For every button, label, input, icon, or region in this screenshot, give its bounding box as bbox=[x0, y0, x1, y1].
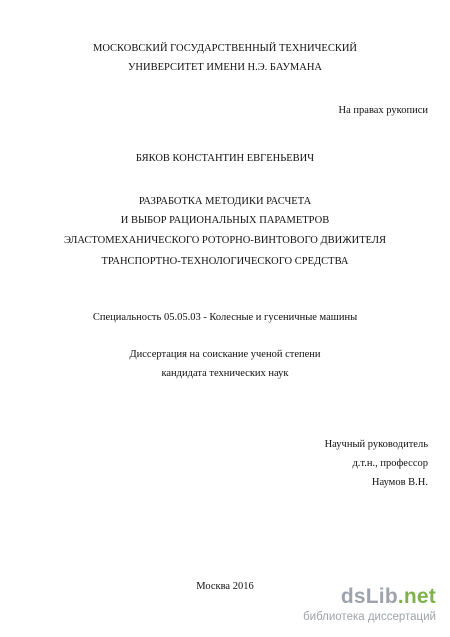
city-year-footer: Москва 2016 bbox=[196, 581, 254, 592]
supervisor-name: Наумов В.Н. bbox=[371, 477, 428, 488]
degree-line-2: кандидата технических наук bbox=[161, 368, 289, 379]
specialty-line: Специальность 05.05.03 - Колесные и гусеничные машины bbox=[92, 312, 358, 323]
watermark-subtitle: библиотека диссертаций bbox=[303, 611, 436, 623]
thesis-title-line-3: ЭЛАСТОМЕХАНИЧЕСКОГО РОТОРНО-ВИНТОВОГО ДВИЖИТЕЛЯ bbox=[63, 235, 387, 246]
supervisor-label: Научный руководитель bbox=[324, 439, 428, 450]
dslib-watermark bbox=[286, 585, 436, 629]
thesis-title-line-2: И ВЫБОР РАЦИОНАЛЬНЫХ ПАРАМЕТРОВ bbox=[120, 215, 330, 226]
supervisor-rank: д.т.н., профессор bbox=[352, 458, 428, 469]
thesis-title-line-1: РАЗРАБОТКА МЕТОДИКИ РАСЧЕТА bbox=[138, 196, 312, 207]
university-name-line-2: УНИВЕРСИТЕТ ИМЕНИ Н.Э. БАУМАНА bbox=[127, 62, 323, 73]
thesis-title-line-4: ТРАНСПОРТНО-ТЕХНОЛОГИЧЕСКОГО СРЕДСТВА bbox=[101, 256, 349, 267]
logo-main-text: dsLib bbox=[340, 585, 398, 608]
degree-line-1: Диссертация на соискание ученой степени bbox=[129, 349, 321, 360]
manuscript-rights-note: На правах рукописи bbox=[338, 105, 428, 116]
logo-accent-text: .net bbox=[397, 585, 436, 608]
author-name: БЯКОВ КОНСТАНТИН ЕВГЕНЬЕВИЧ bbox=[135, 153, 315, 164]
dslib-logo bbox=[341, 585, 436, 609]
university-name-line-1: МОСКОВСКИЙ ГОСУДАРСТВЕННЫЙ ТЕХНИЧЕСКИЙ bbox=[93, 43, 357, 54]
